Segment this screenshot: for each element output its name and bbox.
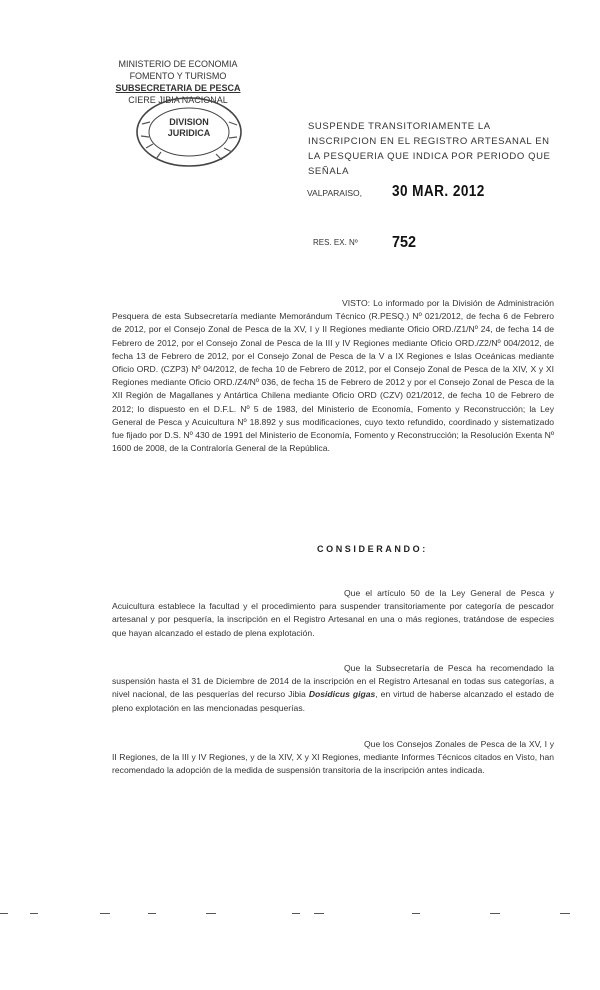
stamp-line2: JURIDICA: [167, 128, 211, 138]
footer-mark: [560, 913, 570, 914]
species-name: Dosidicus gigas: [308, 689, 376, 700]
considerando-p3-text: Que los Consejos Zonales de Pesca de la XV, I y II Regiones, de la III y IV Regiones, y de la XIV, X y XI Regiones, mediante Informes Técnicos citados en Visto, han recomendado la adopción de la medida de suspensión transitoria de la inscripción antes indicada.: [112, 739, 554, 776]
considerando-paragraph-2: [112, 662, 554, 715]
letterhead-cierre: CIERE JIBIA NACIONAL: [128, 95, 228, 105]
considerando-p1-text: Que el artículo 50 de la Ley General de Pesca y Acuicultura establece la facultad y el procedimiento para suspender transitoriamente por categoría de pescador artesanal y por pesquería, la inscripción en el Registro Artesanal en una o más regiones, tratándose de especies que hayan alcanzado el estado de plena explotación.: [112, 588, 554, 638]
resolution-number: 752: [392, 234, 417, 251]
considerando-paragraph-3: [112, 738, 554, 778]
visto-label: VISTO:: [342, 298, 371, 308]
letterhead-ministry: MINISTERIO DE ECONOMIA: [118, 59, 238, 69]
footer-mark: [0, 913, 8, 914]
footer-mark: [148, 913, 156, 914]
division-juridica-stamp: [132, 92, 247, 170]
considerando-paragraph-1: [112, 587, 554, 640]
resolution-date: 30 MAR. 2012: [392, 183, 485, 200]
letterhead-fomento: FOMENTO Y TURISMO: [129, 71, 227, 81]
visto-paragraph: [112, 297, 554, 455]
res-ex-label: RES. EX. Nº: [313, 238, 358, 247]
considerando-p2-text: Que la Subsecretaría de Pesca ha recomendado la suspensión hasta el 31 de Diciembre de 2014 de la inscripción en el Registro Artesanal en todas sus categorías, a nivel nacional, de las pesquerías del recurso Jibia: [112, 663, 554, 700]
footer-mark: [292, 913, 300, 914]
resolution-title: SUSPENDE TRANSITORIAMENTE LA INSCRIPCION EN EL REGISTRO ARTESANAL EN LA PESQUERIA QUE INDICA POR PERIODO QUE SEÑALA: [308, 121, 551, 177]
footer-marks: [0, 905, 600, 925]
footer-mark: [206, 913, 216, 914]
stamp-line1: DIVISION: [169, 117, 209, 127]
letterhead-subsecretaria: SUBSECRETARIA DE PESCA: [115, 83, 241, 93]
footer-mark: [314, 913, 324, 914]
considerando-p2-tail: , en virtud de haberse alcanzado el estado de pleno explotación en las mencionadas pesquerías.: [112, 689, 554, 713]
footer-mark: [100, 913, 110, 914]
considerando-heading: CONSIDERANDO:: [317, 544, 428, 554]
footer-mark: [490, 913, 500, 914]
visto-text: Lo informado por la División de Administración Pesquera de esta Subsecretaría mediante Memorándum Técnico (R.PESQ.) Nº 021/2012, de fecha 6 de Febrero de 2012, por el Consejo Zonal de Pesca de la XV, I y II Regiones mediante Oficio ORD./Z1/Nº 24, de fecha 14 de Febrero de 2012, por el Consejo Zonal de Pesca de la III y IV Regiones mediante Oficio ORD./Z2/Nº 004/2012, de fecha 13 de Febrero de 2012, por el Consejo Zonal de Pesca de la V a IX Regiones e Islas Oceánicas mediante Oficio ORD. (CZP3) Nº 04/2012, de fecha 10 de Febrero de 2012, por el Consejo Zonal de Pesca de la XIV, X y XI Regiones mediante Oficio ORD./Z4/Nº 036, de fecha 15 de Febrero de 2012 y por el Consejo Zonal de Pesca de la XII Región de Magallanes y Antártica Chilena mediante Oficio ORD (CZV) 021/2012, de fecha 10 de Febrero de 2012; lo dispuesto en el D.F.L. Nº 5 de 1983, del Ministerio de Economía, Fomento y Reconstrucción; la Ley General de Pesca y Acuicultura Nº 18.892 y sus modificaciones, cuyo texto refundido, coordinado y sistematizado fue fijado por D.S. Nº 430 de 1991 del Ministerio de Economía, Fomento y Reconstrucción; la Resolución Exenta Nº 1600 de 2008, de la Contraloría General de la República.: [112, 298, 554, 454]
footer-mark: [30, 913, 38, 914]
place-label: VALPARAISO,: [307, 188, 362, 198]
footer-mark: [412, 913, 420, 914]
